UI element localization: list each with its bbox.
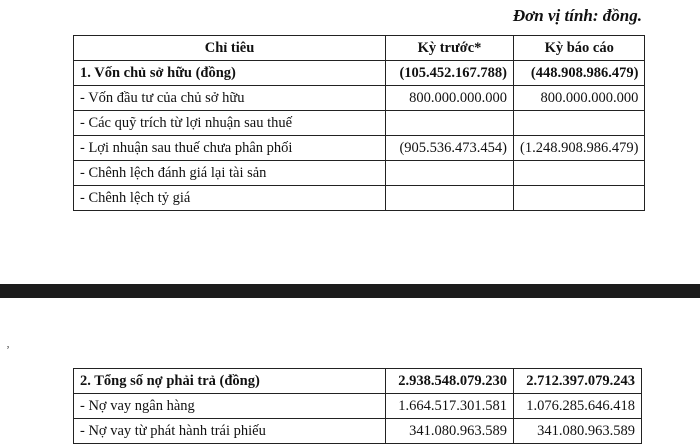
table-row — [74, 419, 642, 444]
current-value: 2.712.397.079.243 — [514, 369, 642, 394]
current-value: (448.908.986.479) — [514, 61, 645, 86]
table-row — [74, 394, 642, 419]
current-value — [514, 186, 645, 211]
table-header-row — [74, 36, 645, 61]
previous-value: 2.938.548.079.230 — [386, 369, 514, 394]
header-indicator: Chỉ tiêu — [74, 36, 386, 61]
current-value: 800.000.000.000 — [514, 86, 645, 111]
previous-value: 800.000.000.000 — [386, 86, 514, 111]
row-label: - Nợ vay từ phát hành trái phiếu — [74, 419, 386, 444]
equity-table — [73, 35, 645, 211]
current-value: 341.080.963.589 — [514, 419, 642, 444]
liabilities-table — [73, 368, 642, 444]
stray-mark: ʼ — [6, 343, 10, 357]
current-value — [514, 161, 645, 186]
page-break-bar — [0, 284, 700, 298]
previous-value — [386, 111, 514, 136]
row-label: - Chênh lệch đánh giá lại tài sản — [74, 161, 386, 186]
previous-value: (905.536.473.454) — [386, 136, 514, 161]
row-label: - Vốn đầu tư của chủ sở hữu — [74, 86, 386, 111]
row-label: - Chênh lệch tỷ giá — [74, 186, 386, 211]
previous-value — [386, 186, 514, 211]
row-label: - Lợi nhuận sau thuế chưa phân phối — [74, 136, 386, 161]
row-label: 2. Tổng số nợ phải trả (đồng) — [74, 369, 386, 394]
table-row — [74, 61, 645, 86]
row-label: - Nợ vay ngân hàng — [74, 394, 386, 419]
previous-value: (105.452.167.788) — [386, 61, 514, 86]
table-row — [74, 136, 645, 161]
row-label: - Các quỹ trích từ lợi nhuận sau thuế — [74, 111, 386, 136]
table-row — [74, 161, 645, 186]
table-row — [74, 86, 645, 111]
current-value: (1.248.908.986.479) — [514, 136, 645, 161]
previous-value: 341.080.963.589 — [386, 419, 514, 444]
current-value: 1.076.285.646.418 — [514, 394, 642, 419]
header-previous-period: Kỳ trước* — [386, 36, 514, 61]
row-label: 1. Vốn chủ sở hữu (đồng) — [74, 61, 386, 86]
header-reporting-period: Kỳ báo cáo — [514, 36, 645, 61]
previous-value: 1.664.517.301.581 — [386, 394, 514, 419]
current-value — [514, 111, 645, 136]
previous-value — [386, 161, 514, 186]
table-row — [74, 186, 645, 211]
unit-label: Đơn vị tính: đồng. — [512, 6, 642, 25]
table-row — [74, 111, 645, 136]
table-row — [74, 369, 642, 394]
